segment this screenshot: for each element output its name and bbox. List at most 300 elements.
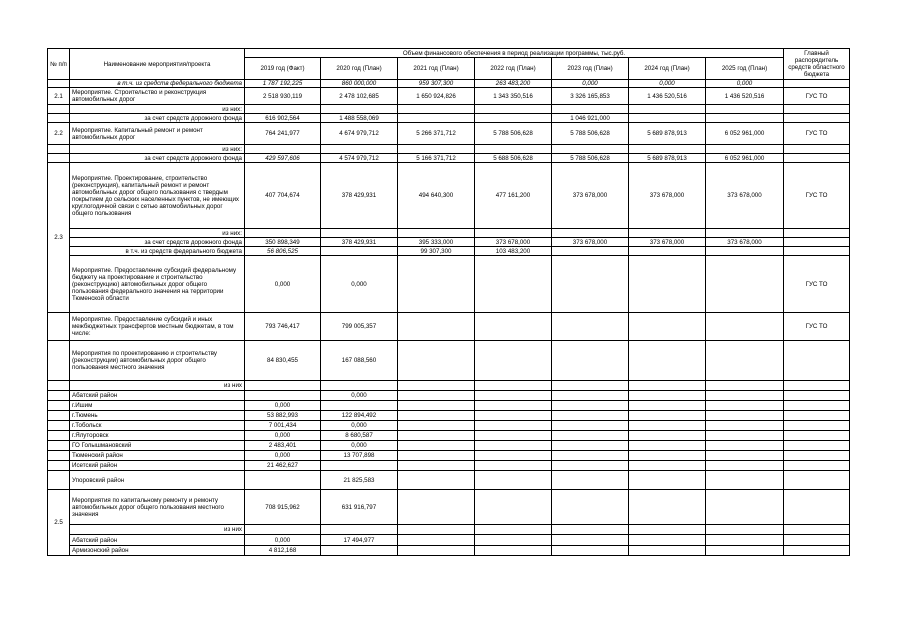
value-cell: 378 429,931	[321, 163, 398, 229]
value-cell: 1 343 350,516	[475, 88, 552, 105]
table-row	[48, 401, 850, 411]
value-cell: 5 689 878,913	[629, 154, 706, 163]
value-cell	[706, 313, 784, 341]
manager-cell	[784, 451, 850, 461]
value-cell: 1 787 192,225	[245, 80, 321, 88]
value-cell: 2 518 930,119	[245, 88, 321, 105]
table-row	[48, 80, 850, 88]
value-cell	[629, 411, 706, 421]
value-cell	[629, 421, 706, 431]
row-number	[48, 105, 70, 114]
value-cell	[475, 451, 552, 461]
row-name: Тюменский район	[70, 451, 245, 461]
value-cell: 793 746,417	[245, 313, 321, 341]
year-header: 2019 год (Факт)	[245, 58, 321, 80]
value-cell	[552, 313, 629, 341]
value-cell: 5 788 506,628	[552, 123, 629, 145]
table-row	[48, 421, 850, 431]
value-cell	[475, 229, 552, 238]
manager-cell	[784, 471, 850, 490]
value-cell	[629, 105, 706, 114]
value-cell: 0,000	[321, 441, 398, 451]
row-name: за счет средств дорожного фонда	[70, 114, 245, 123]
value-cell	[552, 229, 629, 238]
value-cell	[706, 381, 784, 391]
value-cell: 0,000	[245, 401, 321, 411]
manager-cell	[784, 229, 850, 238]
manager-cell	[784, 80, 850, 88]
value-cell: 13 707,898	[321, 451, 398, 461]
value-cell: 1 650 924,826	[398, 88, 475, 105]
row-name: за счет средств дорожного фонда	[70, 238, 245, 247]
table-row	[48, 256, 850, 313]
value-cell	[398, 145, 475, 154]
value-cell: 56 806,525	[245, 247, 321, 256]
year-header: 2021 год (План)	[398, 58, 475, 80]
value-cell	[629, 461, 706, 471]
value-cell: 122 894,492	[321, 411, 398, 421]
value-cell	[629, 431, 706, 441]
value-cell	[629, 490, 706, 525]
financing-table	[47, 48, 850, 556]
value-cell	[629, 313, 706, 341]
row-name: Армизонский район	[70, 546, 245, 556]
value-cell: 429 597,606	[245, 154, 321, 163]
value-cell: 5 166 371,712	[398, 154, 475, 163]
row-name: Абатский район	[70, 535, 245, 546]
value-cell	[629, 114, 706, 123]
value-cell	[629, 229, 706, 238]
value-cell: 4 574 979,712	[321, 154, 398, 163]
value-cell: 263 483,200	[475, 80, 552, 88]
manager-cell	[784, 105, 850, 114]
value-cell: 4 674 979,712	[321, 123, 398, 145]
value-cell: 1 436 520,516	[706, 88, 784, 105]
value-cell	[321, 546, 398, 556]
value-cell	[552, 105, 629, 114]
value-cell: 2 483,401	[245, 441, 321, 451]
manager-cell	[784, 490, 850, 525]
row-number	[48, 401, 70, 411]
value-cell: 477 161,200	[475, 163, 552, 229]
value-cell	[398, 421, 475, 431]
table-row	[48, 431, 850, 441]
table-row	[48, 105, 850, 114]
value-cell	[321, 247, 398, 256]
value-cell: 0,000	[321, 421, 398, 431]
table-row	[48, 471, 850, 490]
value-cell	[629, 525, 706, 535]
value-cell: 0,000	[245, 451, 321, 461]
value-cell	[475, 401, 552, 411]
value-cell: 5 788 506,628	[552, 154, 629, 163]
value-cell	[245, 145, 321, 154]
value-cell	[398, 401, 475, 411]
value-cell: 0,000	[321, 256, 398, 313]
value-cell	[398, 229, 475, 238]
name-column-header: Наименование мероприятия/проекта	[70, 49, 245, 80]
row-name: Мероприятие. Предоставление субсидий федеральному бюджету на проектирование и строительство (реконструкцию) автомобильных дорог общего пользования федерального значения на территории Тюменской области	[70, 256, 245, 313]
value-cell	[706, 391, 784, 401]
value-cell	[706, 441, 784, 451]
value-cell	[321, 145, 398, 154]
value-cell	[475, 431, 552, 441]
value-cell	[398, 411, 475, 421]
row-name: г.Ялуторовск	[70, 431, 245, 441]
value-cell: 1 436 520,516	[629, 88, 706, 105]
value-cell	[629, 535, 706, 546]
row-name: из них	[70, 525, 245, 535]
value-cell	[245, 471, 321, 490]
value-cell: 373 678,000	[552, 163, 629, 229]
manager-cell	[784, 461, 850, 471]
row-name: Мероприятие. Предоставление субсидий и иных межбюджетных трансфертов местным бюджетам, в том числе:	[70, 313, 245, 341]
value-cell	[398, 490, 475, 525]
value-cell: 378 429,931	[321, 238, 398, 247]
value-cell: 373 678,000	[629, 163, 706, 229]
row-name: в т.ч. из средств федерального бюджета	[70, 247, 245, 256]
value-cell	[706, 256, 784, 313]
row-number	[48, 421, 70, 431]
value-cell	[475, 341, 552, 381]
table-row	[48, 490, 850, 525]
value-cell: 860 000,000	[321, 80, 398, 88]
value-cell: 7 001,434	[245, 421, 321, 431]
value-cell	[552, 401, 629, 411]
manager-cell: ГУС ТО	[784, 123, 850, 145]
table-row	[48, 546, 850, 556]
table-row	[48, 441, 850, 451]
manager-cell	[784, 411, 850, 421]
value-cell	[629, 401, 706, 411]
value-cell	[706, 341, 784, 381]
row-name: г.Тобольск	[70, 421, 245, 431]
value-cell: 0,000	[245, 535, 321, 546]
value-cell: 407 704,674	[245, 163, 321, 229]
value-cell: 494 640,300	[398, 163, 475, 229]
manager-cell: ГУС ТО	[784, 313, 850, 341]
value-cell: 6 052 961,000	[706, 154, 784, 163]
value-cell	[475, 471, 552, 490]
value-cell	[706, 431, 784, 441]
row-name: Мероприятия по капитальному ремонту и ремонту автомобильных дорог общего пользования местного значения	[70, 490, 245, 525]
value-cell	[245, 229, 321, 238]
row-name: Мероприятие. Капитальный ремонт и ремонт автомобильных дорог	[70, 123, 245, 145]
manager-cell: ГУС ТО	[784, 256, 850, 313]
value-cell	[398, 431, 475, 441]
row-number	[48, 114, 70, 123]
row-name: ГО Голышмановский	[70, 441, 245, 451]
row-name: г.Тюмень	[70, 411, 245, 421]
value-cell	[321, 105, 398, 114]
table-row	[48, 313, 850, 341]
table-row	[48, 88, 850, 105]
manager-cell	[784, 238, 850, 247]
value-cell: 373 678,000	[706, 238, 784, 247]
row-name: Мероприятия по проектированию и строительству (реконструкции) автомобильных дорог общего пользования местного значения	[70, 341, 245, 381]
value-cell: 167 088,560	[321, 341, 398, 381]
value-cell	[706, 535, 784, 546]
row-number: 2.3	[48, 163, 70, 313]
value-cell	[475, 381, 552, 391]
value-cell: 0,000	[629, 80, 706, 88]
manager-cell: ГУС ТО	[784, 88, 850, 105]
manager-cell	[784, 441, 850, 451]
manager-column-header: Главный распорядитель средств областного бюджета	[784, 49, 850, 80]
value-cell	[552, 471, 629, 490]
row-name: г.Ишим	[70, 401, 245, 411]
value-cell	[398, 256, 475, 313]
table-row	[48, 381, 850, 391]
value-cell	[398, 105, 475, 114]
row-name: за счет средств дорожного фонда	[70, 154, 245, 163]
row-number	[48, 441, 70, 451]
value-cell: 959 307,300	[398, 80, 475, 88]
table-row	[48, 341, 850, 381]
value-cell	[321, 381, 398, 391]
value-cell	[629, 391, 706, 401]
value-cell: 53 882,993	[245, 411, 321, 421]
value-cell	[552, 461, 629, 471]
value-cell	[398, 525, 475, 535]
value-cell: 799 005,357	[321, 313, 398, 341]
value-cell: 0,000	[552, 80, 629, 88]
value-cell	[552, 391, 629, 401]
value-cell: 84 830,455	[245, 341, 321, 381]
table-row	[48, 229, 850, 238]
table-row	[48, 163, 850, 229]
value-cell: 21 825,583	[321, 471, 398, 490]
value-cell	[245, 105, 321, 114]
value-cell: 0,000	[245, 256, 321, 313]
row-name: Исетский район	[70, 461, 245, 471]
manager-cell	[784, 247, 850, 256]
value-cell	[552, 490, 629, 525]
row-number	[48, 451, 70, 461]
row-name: Упоровский район	[70, 471, 245, 490]
value-cell	[629, 341, 706, 381]
value-cell: 103 483,200	[475, 247, 552, 256]
value-cell: 1 046 921,000	[552, 114, 629, 123]
value-cell: 0,000	[245, 431, 321, 441]
row-number	[48, 145, 70, 154]
row-name: из них	[70, 381, 245, 391]
value-cell	[552, 145, 629, 154]
value-cell	[629, 145, 706, 154]
value-cell	[706, 451, 784, 461]
value-cell: 0,000	[321, 391, 398, 401]
value-cell	[245, 391, 321, 401]
value-cell: 708 915,962	[245, 490, 321, 525]
value-cell	[475, 114, 552, 123]
value-cell: 350 898,349	[245, 238, 321, 247]
row-number: 2.2	[48, 123, 70, 145]
value-cell	[475, 525, 552, 535]
value-cell	[321, 525, 398, 535]
value-cell	[552, 256, 629, 313]
value-cell	[321, 461, 398, 471]
value-cell	[629, 441, 706, 451]
table-row	[48, 123, 850, 145]
value-cell	[475, 411, 552, 421]
row-number	[48, 154, 70, 163]
year-header: 2024 год (План)	[629, 58, 706, 80]
manager-cell	[784, 154, 850, 163]
value-cell	[475, 145, 552, 154]
value-cell	[475, 535, 552, 546]
value-cell: 17 494,977	[321, 535, 398, 546]
row-number	[48, 431, 70, 441]
value-cell	[706, 145, 784, 154]
value-cell	[552, 381, 629, 391]
value-cell	[398, 461, 475, 471]
row-number	[48, 391, 70, 401]
manager-cell	[784, 381, 850, 391]
value-cell	[398, 313, 475, 341]
value-cell	[475, 461, 552, 471]
table-row	[48, 114, 850, 123]
value-cell	[398, 451, 475, 461]
table-row	[48, 451, 850, 461]
value-cell	[398, 391, 475, 401]
manager-cell	[784, 391, 850, 401]
value-cell: 6 052 961,000	[706, 123, 784, 145]
row-name: в т.ч. из средств федерального бюджета	[70, 80, 245, 88]
value-cell	[706, 461, 784, 471]
num-column-header: № п/п	[48, 49, 70, 80]
value-cell	[398, 441, 475, 451]
value-cell	[475, 441, 552, 451]
value-cell	[552, 451, 629, 461]
value-cell: 4 812,168	[245, 546, 321, 556]
value-cell	[629, 381, 706, 391]
value-cell: 5 689 878,913	[629, 123, 706, 145]
row-number	[48, 471, 70, 490]
value-cell: 5 788 506,628	[475, 123, 552, 145]
year-header: 2022 год (План)	[475, 58, 552, 80]
table-row	[48, 154, 850, 163]
value-cell	[398, 114, 475, 123]
value-cell	[706, 525, 784, 535]
manager-cell: ГУС ТО	[784, 163, 850, 229]
value-cell	[552, 421, 629, 431]
value-cell	[552, 546, 629, 556]
manager-cell	[784, 421, 850, 431]
row-number: 2.1	[48, 88, 70, 105]
value-cell: 395 333,000	[398, 238, 475, 247]
value-cell	[398, 546, 475, 556]
value-cell	[706, 546, 784, 556]
value-cell	[706, 471, 784, 490]
value-cell: 5 688 506,628	[475, 154, 552, 163]
value-cell	[475, 546, 552, 556]
manager-cell	[784, 114, 850, 123]
value-cell	[245, 525, 321, 535]
value-cell	[552, 431, 629, 441]
value-cell	[475, 421, 552, 431]
value-cell: 21 462,627	[245, 461, 321, 471]
value-cell	[706, 421, 784, 431]
value-cell	[552, 525, 629, 535]
value-cell: 2 478 102,685	[321, 88, 398, 105]
value-cell: 5 266 371,712	[398, 123, 475, 145]
value-cell: 8 680,587	[321, 431, 398, 441]
value-cell	[552, 441, 629, 451]
row-name: Мероприятие. Строительство и реконструкция автомобильных дорог	[70, 88, 245, 105]
table-row	[48, 247, 850, 256]
row-number	[48, 381, 70, 391]
manager-cell	[784, 341, 850, 381]
table-row	[48, 461, 850, 471]
value-cell	[475, 105, 552, 114]
value-cell	[629, 471, 706, 490]
table-row	[48, 535, 850, 546]
row-number: 2.5	[48, 490, 70, 556]
value-cell	[398, 535, 475, 546]
value-cell: 0,000	[706, 80, 784, 88]
row-number	[48, 313, 70, 341]
manager-cell	[784, 546, 850, 556]
table-row	[48, 525, 850, 535]
value-cell	[552, 341, 629, 381]
value-cell	[398, 341, 475, 381]
value-cell: 373 678,000	[706, 163, 784, 229]
value-cell	[629, 256, 706, 313]
row-number	[48, 341, 70, 381]
value-cell	[552, 411, 629, 421]
value-cell	[629, 247, 706, 256]
value-cell	[475, 391, 552, 401]
row-number	[48, 461, 70, 471]
table-row	[48, 238, 850, 247]
table-body	[48, 49, 850, 556]
value-cell	[475, 313, 552, 341]
row-name: из них:	[70, 229, 245, 238]
value-cell	[552, 535, 629, 546]
table-row	[48, 411, 850, 421]
value-cell	[706, 401, 784, 411]
funding-group-header: Объем финансового обеспечения в период реализации программы, тыс.руб.	[245, 49, 784, 58]
manager-cell	[784, 431, 850, 441]
value-cell	[475, 256, 552, 313]
value-cell: 99 307,300	[398, 247, 475, 256]
value-cell	[629, 546, 706, 556]
value-cell: 373 678,000	[552, 238, 629, 247]
row-name: Абатский район	[70, 391, 245, 401]
year-header: 2023 год (План)	[552, 58, 629, 80]
value-cell	[321, 229, 398, 238]
value-cell: 373 678,000	[475, 238, 552, 247]
manager-cell	[784, 525, 850, 535]
table-row	[48, 145, 850, 154]
manager-cell	[784, 535, 850, 546]
value-cell: 373 678,000	[629, 238, 706, 247]
value-cell: 616 902,564	[245, 114, 321, 123]
row-number	[48, 411, 70, 421]
value-cell	[321, 401, 398, 411]
value-cell	[552, 247, 629, 256]
year-header: 2020 год (План)	[321, 58, 398, 80]
value-cell	[706, 411, 784, 421]
value-cell	[706, 490, 784, 525]
value-cell	[475, 490, 552, 525]
value-cell	[398, 381, 475, 391]
value-cell: 631 916,797	[321, 490, 398, 525]
value-cell	[245, 381, 321, 391]
row-name: Мероприятие. Проектирование, строительство (реконструкция), капитальный ремонт и ремонт автомобильных дорог общего пользования с твердым покрытием до сельских населенных пунктов, не имеющих круглогодичной связи с сетью автомобильных дорог общего пользования	[70, 163, 245, 229]
table-row	[48, 391, 850, 401]
row-name: из них:	[70, 145, 245, 154]
